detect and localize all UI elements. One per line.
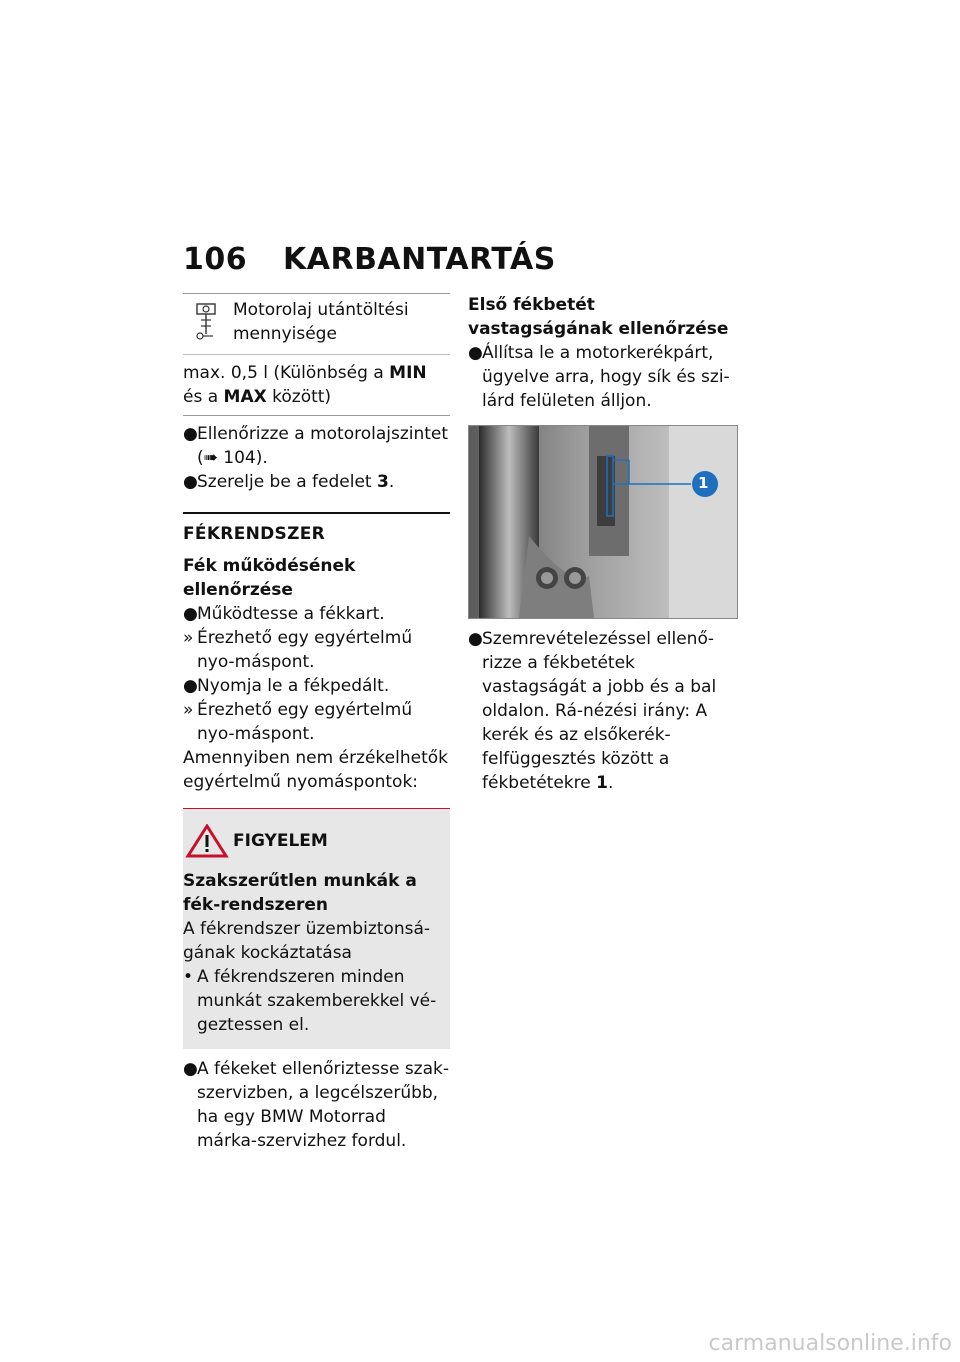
bullet-marker: ● <box>183 1059 198 1079</box>
spec-box <box>183 293 450 416</box>
bullet-marker: ● <box>468 629 483 649</box>
page-reference: 104). <box>223 448 268 468</box>
engine-oil-dipstick-icon <box>183 298 233 346</box>
subsection-title: Első fékbetét vastagságának ellenőrzése <box>468 295 729 339</box>
warning-bullet-text: A fékrendszeren minden munkát szakemberekkel vé-geztessen el. <box>197 967 437 1035</box>
list-item-result <box>183 698 450 746</box>
bullet-marker: ● <box>183 424 198 444</box>
step-text: Szerelje be a fedelet <box>197 472 377 492</box>
spec-and: és a <box>183 387 224 407</box>
step-inspect-pads <box>468 627 738 795</box>
warning-text: A fékrendszer üzembiztonsá-gának kockáztatása <box>183 919 430 963</box>
watermark: carmanualsonline.info <box>708 1331 952 1356</box>
spec-suffix: között) <box>266 387 332 407</box>
page-header <box>183 242 556 277</box>
list-item-text: Nyomja le a fékpedált. <box>197 676 390 696</box>
list-item-result <box>183 626 450 674</box>
page-title: KARBANTARTÁS <box>283 242 556 277</box>
subsection-title: Fék működésének ellenőrzése <box>183 556 356 600</box>
step-ref-number: 3 <box>376 472 389 492</box>
spec-title: Motorolaj utántöltési mennyisége <box>233 300 409 344</box>
list-item-text: Érezhető egy egyértelmű nyo-máspont. <box>197 628 413 672</box>
warning-box <box>183 808 450 1049</box>
step-install-cover <box>183 470 450 494</box>
spec-min-label: MIN <box>389 363 427 383</box>
spec-max-label: MAX <box>223 387 267 407</box>
list-item-text: Működtesse a fékkart. <box>197 604 385 624</box>
step-text: Állítsa le a motorkerékpárt, ügyelve arra, hogy sík és szi-lárd felületen álljon. <box>482 343 730 411</box>
section-divider <box>183 512 450 514</box>
result-marker: » <box>183 628 194 648</box>
spec-value-prefix: max. 0,5 l (Különbség a <box>183 363 390 383</box>
step-text: Ellenőrizze a motorolajszintet <box>197 424 449 444</box>
spec-head <box>183 294 450 355</box>
warning-bullet <box>183 965 450 1037</box>
warning-head <box>183 821 450 861</box>
bullet-marker: ● <box>183 472 198 492</box>
bullet-marker: ● <box>183 676 198 696</box>
section-note: Amennyiben nem érzékelhetők egyértelmű nyomáspontok: <box>183 748 449 792</box>
step-text: A fékeket ellenőriztesse szak-szervizben, a legcélszerűbb, ha egy BMW Motorrad márka-szervizhez fordul. <box>197 1059 449 1151</box>
step-suffix: . <box>388 472 395 492</box>
photo-callout-1: 1 <box>698 474 709 492</box>
step-workshop <box>183 1057 450 1153</box>
result-marker: » <box>183 700 194 720</box>
section-title: FÉKRENDSZER <box>183 524 326 544</box>
step-ref-number: 1 <box>596 773 608 793</box>
brake-pad-photo <box>468 425 738 619</box>
bullet-marker: • <box>183 967 194 987</box>
spec-value <box>183 355 450 415</box>
warning-heading: Szakszerűtlen munkák a fék-rendszeren <box>183 871 417 915</box>
step-suffix: . <box>607 773 614 793</box>
list-item <box>183 602 450 626</box>
step-text: Szemrevételezéssel ellenő-rizze a fékbetétek vastagságát a jobb és a bal oldalon. Rá-nézési irány: A kerék és az elsőkerék-felfüggesztés között a fékbetétekre <box>482 629 717 793</box>
reference-arrow-icon: ➠ <box>203 448 218 468</box>
list-item <box>183 674 450 698</box>
step-park <box>468 341 738 413</box>
bullet-marker: ● <box>183 604 198 624</box>
list-item-text: Érezhető egy egyértelmű nyo-máspont. <box>197 700 413 744</box>
step-check-oil: ● Ellenőrizze a motorolajszintet (➠ 104). <box>183 424 449 468</box>
bullet-marker: ● <box>468 343 483 363</box>
page-number: 106 <box>183 242 248 277</box>
left-column <box>183 293 450 1153</box>
warning-label: FIGYELEM <box>233 831 328 851</box>
warning-triangle-icon <box>185 824 229 858</box>
right-column <box>468 293 738 795</box>
